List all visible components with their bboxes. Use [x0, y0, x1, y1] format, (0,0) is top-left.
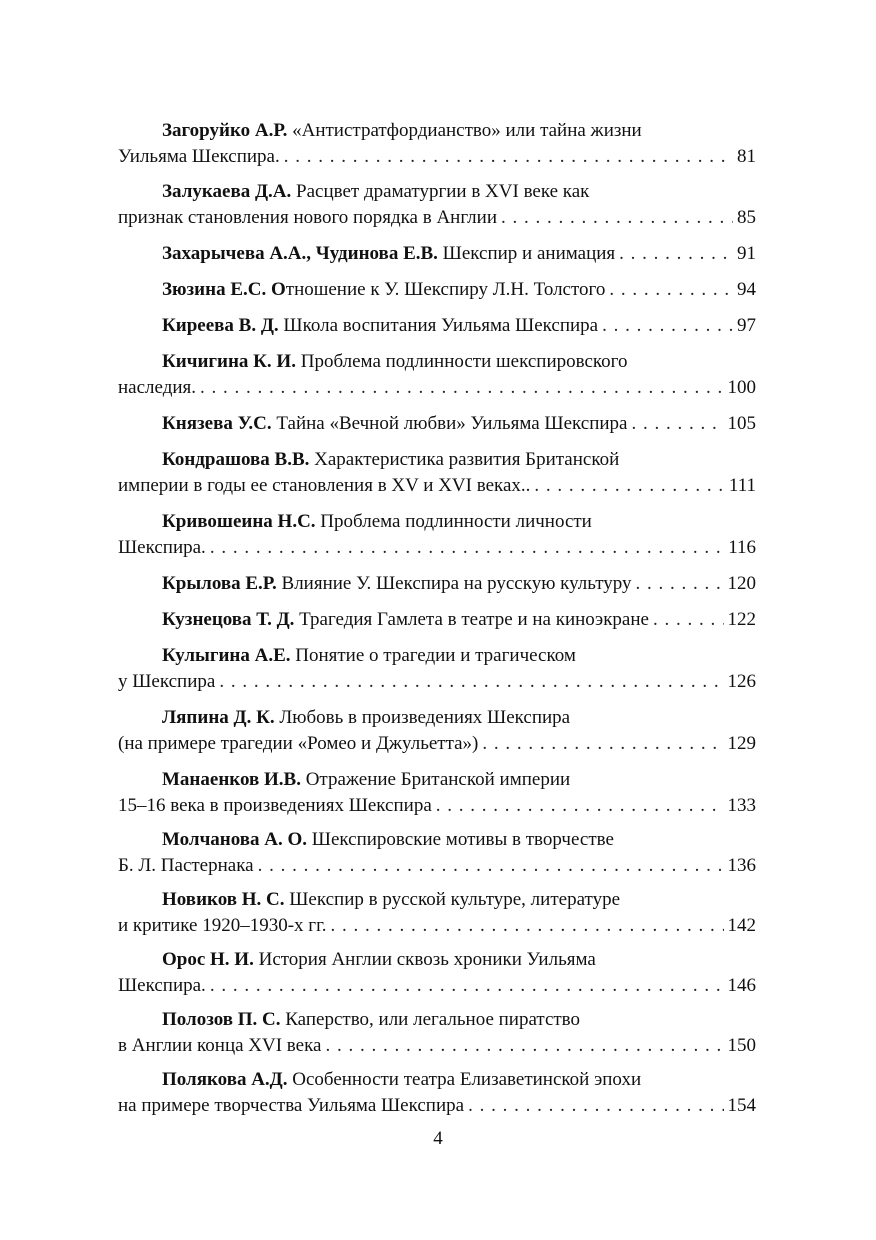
table-of-contents: [118, 114, 756, 1119]
entry-author: Молчанова А. О.: [162, 829, 308, 850]
toc-entry: [118, 887, 756, 939]
entry-title: «Антистратфордианство» или тайна жизни: [292, 120, 642, 141]
toc-entry: [118, 349, 756, 401]
entry-author: Кичигина К. И.: [162, 351, 296, 372]
entry-page: 146: [727, 975, 756, 996]
entry-title: Отражение Британской империи: [305, 769, 571, 790]
toc-entry: [118, 947, 756, 999]
entry-title: Любовь в произведениях Шекспира: [279, 707, 571, 728]
entry-page: 94: [737, 279, 756, 300]
entry-author: Ляпина Д. К.: [162, 707, 275, 728]
entry-page: 150: [727, 1035, 756, 1056]
dot-leader: [331, 913, 724, 939]
entry-title: Понятие о трагедии и трагическом: [295, 645, 576, 666]
dot-leader: [219, 669, 723, 695]
dot-leader: [619, 241, 733, 267]
toc-entry: [118, 313, 756, 339]
entry-title-continued: (на примере трагедии «Ромео и Джульетта»): [118, 733, 479, 754]
dot-leader: [436, 793, 724, 819]
dot-leader: [258, 853, 724, 879]
dot-leader: [631, 411, 723, 437]
dot-leader: [200, 375, 723, 401]
entry-author: Новиков Н. С.: [162, 889, 285, 910]
entry-title-continued: Шекспира.: [118, 975, 206, 996]
entry-page: 122: [727, 609, 756, 630]
entry-page: 85: [737, 207, 756, 228]
entry-author: Зюзина Е.С. О: [162, 279, 286, 300]
toc-entry: [118, 118, 756, 170]
entry-title-continued: на примере творчества Уильяма Шекспира: [118, 1095, 465, 1116]
dot-leader: [210, 535, 724, 561]
entry-title: тношение к У. Шекспиру Л.Н. Толстого: [285, 279, 606, 300]
entry-title-continued: признак становления нового порядка в Англии: [118, 207, 497, 228]
entry-title-continued: империи в годы ее становления в XV и XVI веках..: [118, 475, 531, 496]
toc-entry: [118, 179, 756, 231]
page-number: 4: [433, 1128, 443, 1149]
toc-entry: [118, 241, 756, 267]
toc-entry: [118, 411, 756, 437]
entry-title: Шекспировские мотивы в творчестве: [311, 829, 614, 850]
entry-title: Шекспир и анимация: [442, 243, 616, 264]
entry-author: Кривошеина Н.С.: [162, 511, 316, 532]
entry-page: 126: [727, 671, 756, 692]
toc-entry: [118, 705, 756, 757]
entry-author: Крылова Е.Р.: [162, 573, 277, 594]
dot-leader: [653, 607, 724, 633]
entry-page: 111: [728, 475, 756, 496]
entry-page: 142: [727, 915, 756, 936]
entry-title: Каперство, или легальное пиратство: [285, 1009, 581, 1030]
dot-leader: [210, 973, 724, 999]
entry-author: Киреева В. Д.: [162, 315, 279, 336]
toc-entry: [118, 827, 756, 879]
entry-author: Орос Н. И.: [162, 949, 254, 970]
entry-author: Захарычева А.А., Чудинова Е.В.: [162, 243, 438, 264]
entry-title-continued: в Англии конца XVI века: [118, 1035, 322, 1056]
entry-title: Проблема подлинности личности: [320, 511, 592, 532]
entry-author: Кондрашова В.В.: [162, 449, 310, 470]
toc-entry: [118, 643, 756, 695]
toc-entry: [118, 607, 756, 633]
entry-title: Тайна «Вечной любви» Уильяма Шекспира: [276, 413, 628, 434]
entry-title-continued: Уильяма Шекспира.: [118, 146, 280, 167]
toc-entry: [118, 571, 756, 597]
entry-author: Полозов П. С.: [162, 1009, 281, 1030]
entry-author: Князева У.С.: [162, 413, 272, 434]
toc-entry: [118, 1067, 756, 1119]
entry-author: Кулыгина А.Е.: [162, 645, 291, 666]
toc-entry: [118, 277, 756, 303]
dot-leader: [636, 571, 724, 597]
entry-page: 97: [737, 315, 756, 336]
entry-author: Залукаева Д.А.: [162, 181, 292, 202]
entry-title-continued: наследия.: [118, 377, 197, 398]
entry-title: Школа воспитания Уильяма Шекспира: [283, 315, 599, 336]
dot-leader: [284, 144, 733, 170]
dot-leader: [482, 731, 723, 757]
entry-page: 129: [727, 733, 756, 754]
entry-title-continued: 15–16 века в произведениях Шекспира: [118, 795, 432, 816]
entry-title: Характеристика развития Британской: [314, 449, 620, 470]
entry-page: 91: [737, 243, 756, 264]
entry-title: Особенности театра Елизаветинской эпохи: [292, 1069, 642, 1090]
dot-leader: [468, 1093, 723, 1119]
entry-title-continued: Шекспира.: [118, 537, 206, 558]
entry-page: 154: [727, 1095, 756, 1116]
entry-title-continued: и критике 1920–1930-х гг.: [118, 915, 327, 936]
entry-page: 120: [727, 573, 756, 594]
entry-page: 116: [728, 537, 756, 558]
entry-page: 133: [727, 795, 756, 816]
entry-title: Проблема подлинности шекспировского: [300, 351, 628, 372]
dot-leader: [534, 473, 725, 499]
entry-title-continued: Б. Л. Пастернака: [118, 855, 254, 876]
entry-page: 81: [737, 146, 756, 167]
entry-title: История Англии сквозь хроники Уильяма: [258, 949, 596, 970]
entry-page: 100: [727, 377, 756, 398]
dot-leader: [602, 313, 733, 339]
dot-leader: [325, 1033, 723, 1059]
entry-title: Влияние У. Шекспира на русскую культуру: [281, 573, 632, 594]
entry-author: Загоруйко А.Р.: [162, 120, 288, 141]
entry-author: Кузнецова Т. Д.: [162, 609, 295, 630]
toc-entry: [118, 767, 756, 819]
entry-title: Шекспир в русской культуре, литературе: [289, 889, 620, 910]
toc-entry: [118, 509, 756, 561]
entry-title: Трагедия Гамлета в театре и на киноэкране: [299, 609, 649, 630]
entry-author: Манаенков И.В.: [162, 769, 301, 790]
entry-page: 136: [727, 855, 756, 876]
entry-title-continued: у Шекспира: [118, 671, 216, 692]
entry-page: 105: [727, 413, 756, 434]
toc-entry: [118, 1007, 756, 1059]
dot-leader: [609, 277, 733, 303]
dot-leader: [501, 205, 733, 231]
entry-title: Расцвет драматургии в XVI веке как: [296, 181, 590, 202]
entry-author: Полякова А.Д.: [162, 1069, 288, 1090]
toc-entry: [118, 447, 756, 499]
